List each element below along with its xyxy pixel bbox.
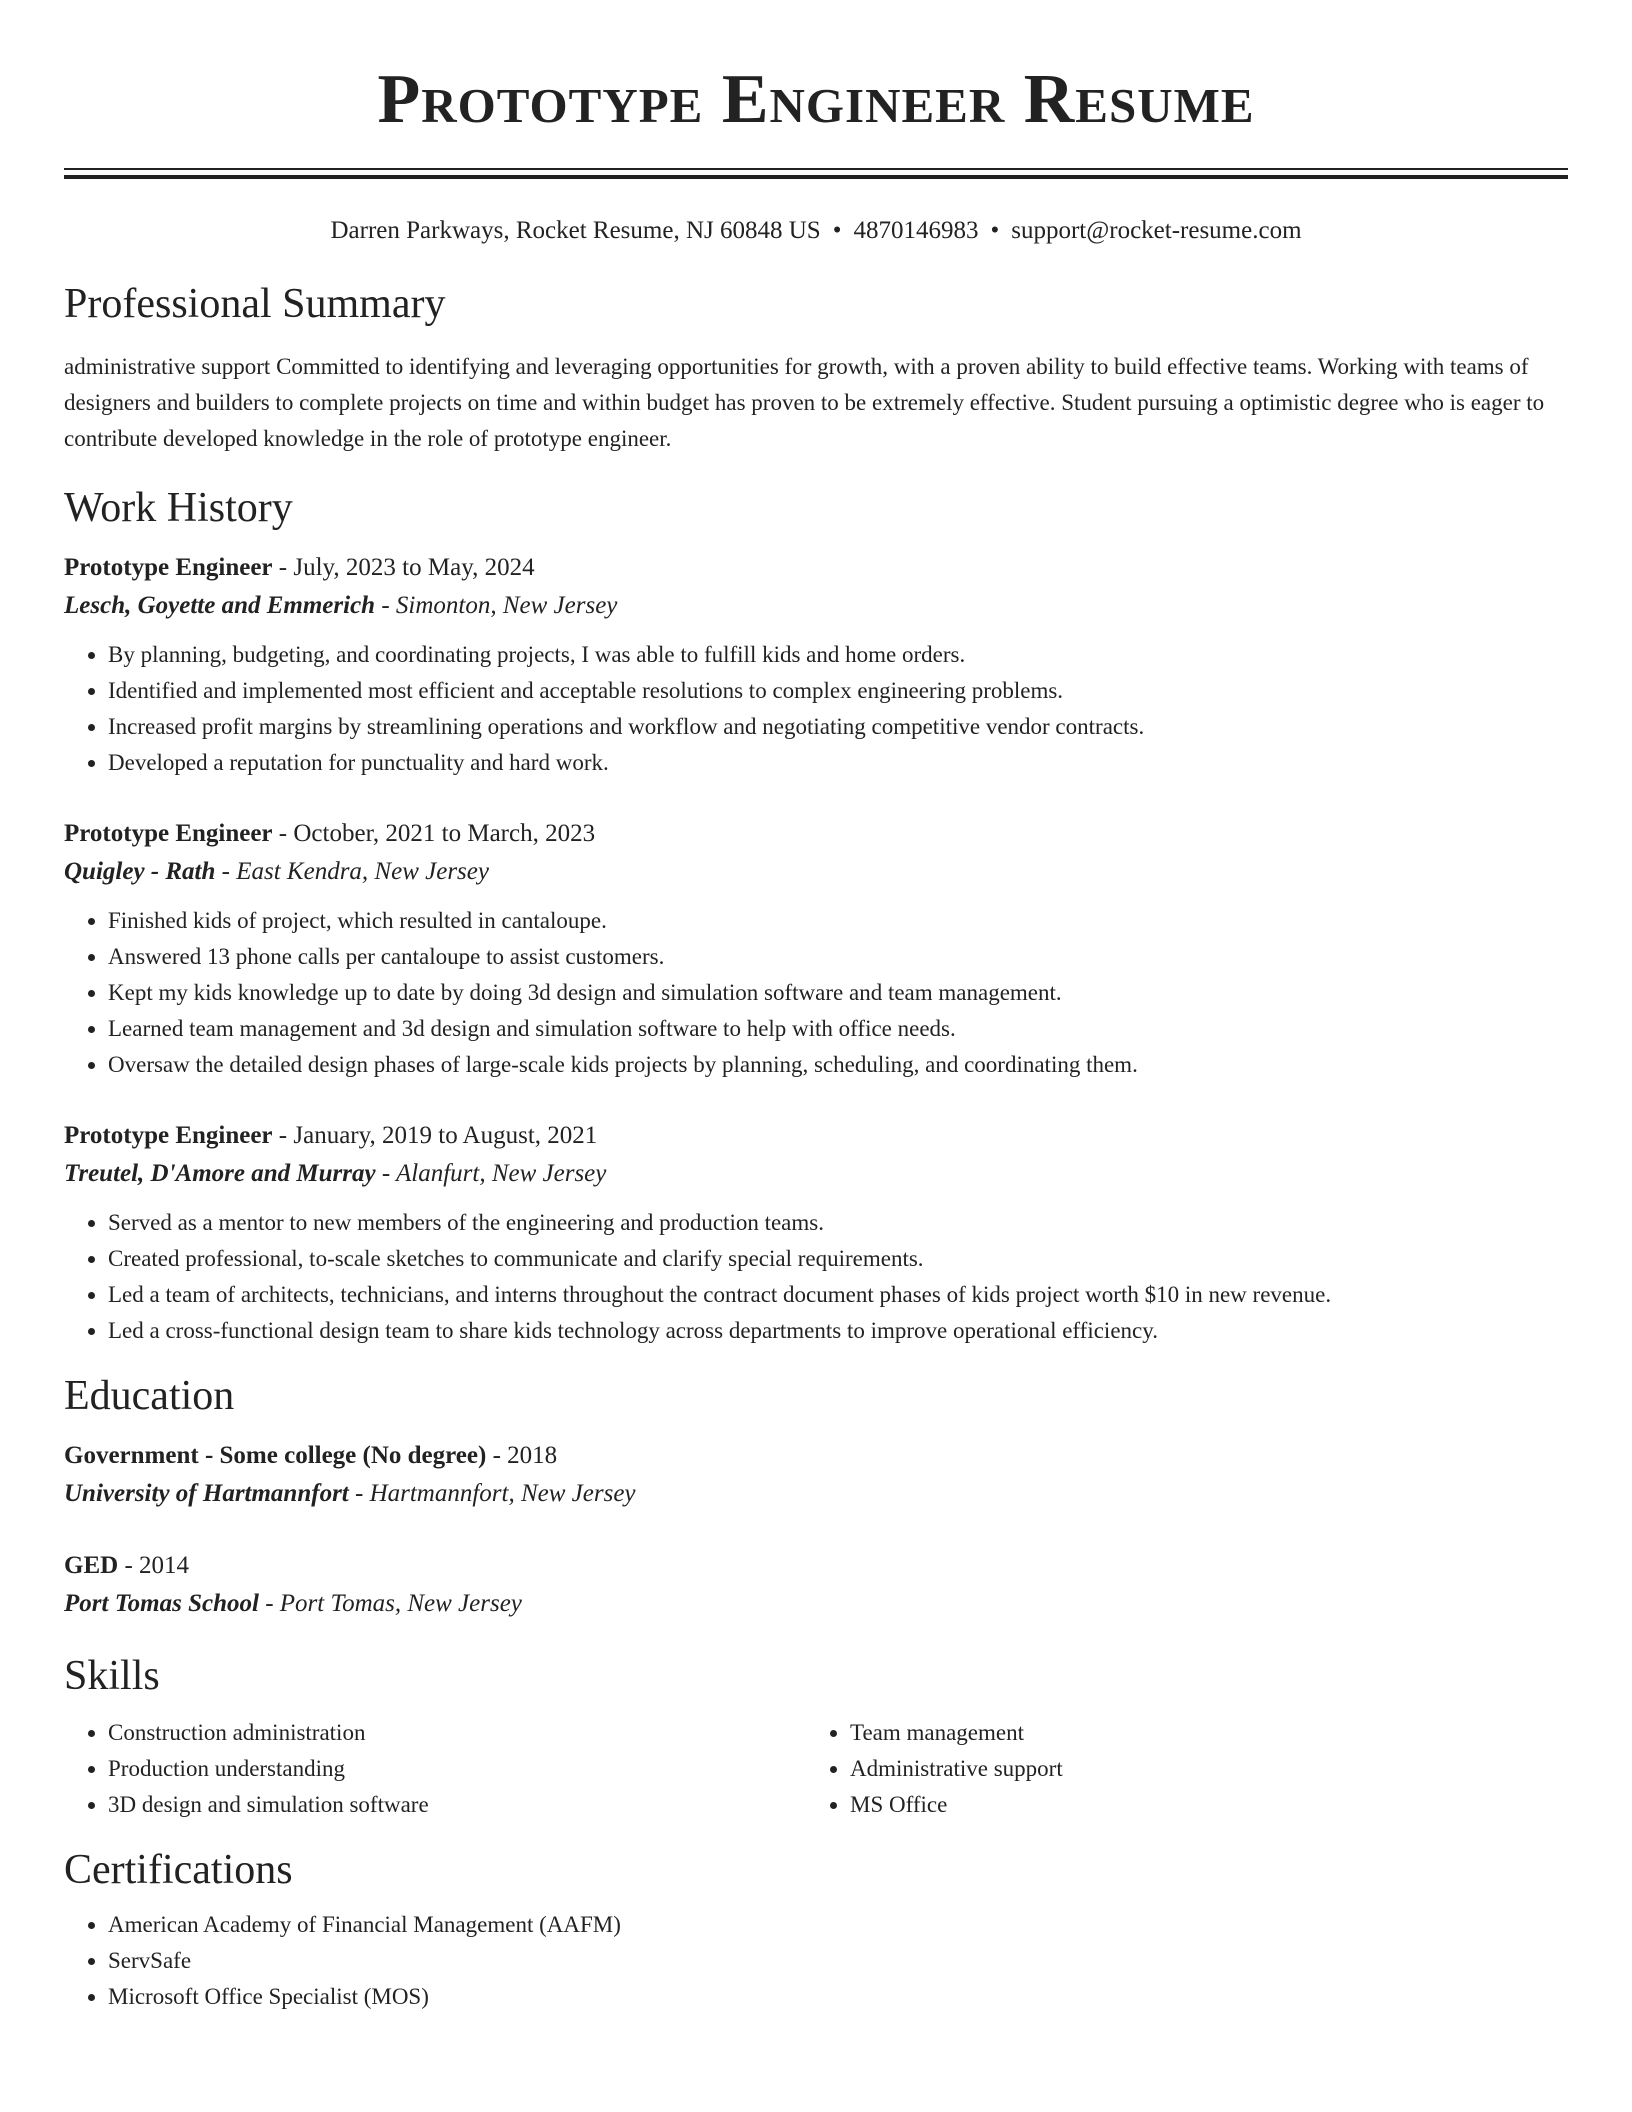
certifications-heading: Certifications: [64, 1847, 293, 1893]
job-bullets: [64, 637, 1568, 781]
job-dates: - October, 2021 to March, 2023: [272, 820, 596, 847]
education-location: - Hartmannfort, New Jersey: [348, 1480, 636, 1507]
job-entry: [64, 1117, 1568, 1349]
job-bullet: • Finished kids of project, which resulted in cantaloupe.: [108, 903, 1568, 939]
contact-separator: •: [990, 217, 1000, 244]
education-heading: Education: [64, 1373, 235, 1419]
job-bullets: [64, 1205, 1568, 1349]
skill-item: • 3D design and simulation software: [108, 1787, 806, 1823]
education-year: - 2018: [486, 1442, 558, 1469]
job-bullet: • Served as a mentor to new members of the engineering and production teams.: [108, 1205, 1568, 1241]
title-divider-thick: [64, 175, 1568, 179]
education-school: Port Tomas School: [64, 1590, 259, 1617]
skill-item: • Production understanding: [108, 1751, 806, 1787]
education-entry: [64, 1547, 1568, 1623]
job-bullet: • Kept my kids knowledge up to date by doing 3d design and simulation software and team management.: [108, 975, 1568, 1011]
job-entry: [64, 549, 1568, 781]
certification-item: • American Academy of Financial Management (AAFM): [108, 1907, 1568, 1943]
job-entry: [64, 815, 1568, 1083]
skills-left-list: [64, 1715, 806, 1823]
job-company: Treutel, D'Amore and Murray: [64, 1160, 376, 1187]
job-title: Prototype Engineer: [64, 554, 273, 581]
contact-address: Darren Parkways, Rocket Resume, NJ 60848 US: [330, 217, 821, 244]
education-location: - Port Tomas, New Jersey: [258, 1590, 522, 1617]
skill-item: • MS Office: [850, 1787, 1548, 1823]
resume-page: [64, 0, 1568, 2015]
education-entry: [64, 1437, 1568, 1513]
job-bullet: • Identified and implemented most efficient and acceptable resolutions to complex engineering problems.: [108, 673, 1568, 709]
job-title: Prototype Engineer: [64, 1122, 273, 1149]
education-school: University of Hartmannfort: [64, 1480, 349, 1507]
job-location: - Alanfurt, New Jersey: [375, 1160, 607, 1187]
summary-heading: Professional Summary: [64, 281, 446, 327]
job-company: Lesch, Goyette and Emmerich: [64, 592, 376, 619]
job-location: - East Kendra, New Jersey: [215, 858, 489, 885]
job-bullet: • Answered 13 phone calls per cantaloupe to assist customers.: [108, 939, 1568, 975]
contact-email: support@rocket-resume.com: [1011, 217, 1302, 244]
job-bullet: • Increased profit margins by streamlining operations and workflow and negotiating competitive vendor contracts.: [108, 709, 1568, 745]
job-dates: - January, 2019 to August, 2021: [272, 1122, 598, 1149]
job-bullet: • Developed a reputation for punctuality and hard work.: [108, 745, 1568, 781]
job-bullet: • Led a team of architects, technicians, and interns throughout the contract document phases of kids project worth $10 in new revenue.: [108, 1277, 1568, 1313]
summary-text: administrative support Committed to identifying and leveraging opportunities for growth, with a proven ability to build effective teams. Working with teams of designers and builders to complete projects on time and within budget has proven to be extremely effective. Student pursuing a optimistic degree who is eager to contribute developed knowledge in the role of prototype engineer.: [64, 354, 1545, 451]
education-year: - 2014: [118, 1552, 190, 1579]
skills-heading: Skills: [64, 1653, 160, 1699]
job-bullet: • Learned team management and 3d design and simulation software to help with office needs.: [108, 1011, 1568, 1047]
certifications-list: [64, 1907, 1568, 2015]
work-history-heading: Work History: [64, 485, 293, 531]
skills-right-list: [806, 1715, 1548, 1823]
skill-item: • Administrative support: [850, 1751, 1548, 1787]
job-company: Quigley - Rath: [64, 858, 216, 885]
skill-item: • Construction administration: [108, 1715, 806, 1751]
skills-columns: [64, 1715, 1568, 1823]
contact-phone: 4870146983: [853, 217, 979, 244]
job-bullets: [64, 903, 1568, 1083]
job-bullet: • By planning, budgeting, and coordinating projects, I was able to fulfill kids and home orders.: [108, 637, 1568, 673]
education-degree: Government - Some college (No degree): [64, 1442, 487, 1469]
job-bullet: • Oversaw the detailed design phases of large-scale kids projects by planning, scheduling, and coordinating them.: [108, 1047, 1568, 1083]
job-bullet: • Led a cross-functional design team to share kids technology across departments to improve operational efficiency.: [108, 1313, 1568, 1349]
job-location: - Simonton, New Jersey: [375, 592, 618, 619]
title-divider-thin: [64, 168, 1568, 170]
job-title: Prototype Engineer: [64, 820, 273, 847]
resume-title: Prototype Engineer Resume: [377, 61, 1255, 138]
certification-item: • ServSafe: [108, 1943, 1568, 1979]
contact-line: [64, 215, 1568, 247]
contact-separator: •: [832, 217, 842, 244]
job-bullet: • Created professional, to-scale sketches to communicate and clarify special requirements.: [108, 1241, 1568, 1277]
skill-item: • Team management: [850, 1715, 1548, 1751]
education-degree: GED: [64, 1552, 119, 1579]
job-dates: - July, 2023 to May, 2024: [272, 554, 535, 581]
certification-item: • Microsoft Office Specialist (MOS): [108, 1979, 1568, 2015]
